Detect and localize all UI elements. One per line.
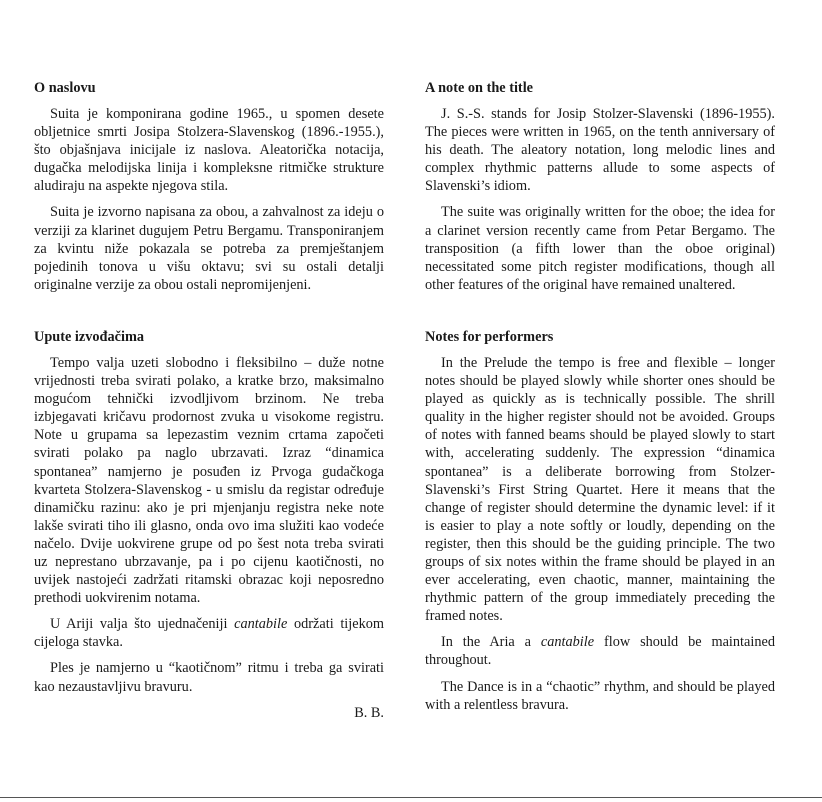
- section-heading: Notes for performers: [425, 328, 554, 345]
- croatian-column: [34, 79, 384, 730]
- paragraph: The Dance is in a “chaotic” rhythm, and should be played with a relentless bravura.: [425, 678, 775, 713]
- bottom-rule: [0, 797, 822, 798]
- paragraph: Suita je izvorno napisana za obou, a zahvalnost za ideju o verziji za klarinet dugujem Petru Bergamu. Transponiranjem za kvintu niže pokazala se potreba za premještanjem pojedinih tonova u višu oktavu; svi su ostali detalji originalne verzije za obou ostali nepromijenjeni.: [34, 204, 384, 293]
- paragraph: The suite was originally written for the oboe; the idea for a clarinet version recently came from Petar Bergamo. The transposition (a fifth lower than the oboe original) necessitated some pitch register modifications, though all other features of the original have remained unaltered.: [425, 204, 775, 293]
- section-heading: Upute izvođačima: [34, 328, 144, 345]
- italic-term: cantabile: [540, 634, 595, 651]
- section-heading: A note on the title: [425, 80, 534, 96]
- performer-notes-section-en: [425, 328, 775, 714]
- paragraph: [425, 633, 775, 669]
- section-heading: O naslovu: [34, 80, 96, 96]
- paragraph: J. S.-S. stands for Josip Stolzer-Slavenski (1896-1955). The pieces were written in 1965, on the tenth anniversary of his death. The aleatory notation, long melodic lines and complex rhythmic patterns allude to some aspects of Slavenski’s idiom.: [425, 106, 775, 195]
- italic-term: cantabile: [234, 616, 288, 633]
- text-run: U Ariji valja što ujednačeniji: [50, 616, 235, 633]
- text-run: In the Aria a: [441, 634, 541, 651]
- text-run: flow should be maintained throughout.: [425, 634, 775, 669]
- paragraph: In the Prelude the tempo is free and flexible – longer notes should be played slowly while shorter ones should be played as quickly as is technically possible. The shrill quality in the higher register should not be avoided. Groups of notes with fanned beams should be played slowly to start with, accelerating suddenly. The expression “dinamica spontanea” is a deliberate borrowing from Stolzer-Slavenski’s First String Quartet. Here it means that the change of register should determine the dynamic level: if it is easier to play a note softly or loudly, depending on the register, then this should be the guiding principle. The two groups of six notes within the frame should be played in an ever accelerating, even chaotic, manner, maintaining the rhythmic pattern of the group immediately preceding the framed notes.: [425, 354, 775, 625]
- paragraph: Tempo valja uzeti slobodno i fleksibilno – duže notne vrijednosti treba svirati polako, a kratke brzo, maksimalno mogućom tehnički izvodljivom brzinom. Ne treba izbjegavati kričavu prodornost zvuka u visokome registru. Note u grupama sa lepezastim veznim crtama započeti svirati polako pa naglo ubrzavati. Izraz “dinamica spontanea” namjerno je posuđen iz Prvoga gudačkoga kvarteta Stolzera-Slavenskog - u smislu da registar određuje dinamičku razinu: ako je pri mjenjanju registra neke note lakše svirati tiho ili glasno, onda ovo ima služiti kao vodeće načelo. Dvije uokvirene grupe od po šest nota treba svirati uz neprestano ubrzavanje, pa i po cijenu kaotičnosti, no uvijek nastojeći zadržati ritamski obrazac koji neposredno prethodi uokvirenim notama.: [34, 354, 384, 607]
- author-initials: B. B.: [354, 704, 384, 721]
- paragraph: Ples je namjerno u “kaotičnom” ritmu i treba ga svirati kao nezaustavljivu bravuru.: [34, 660, 384, 695]
- about-title-section-hr: [34, 79, 384, 294]
- about-title-section-en: [425, 79, 775, 294]
- performer-notes-section-hr: [34, 328, 384, 722]
- paragraph: [34, 615, 384, 651]
- text-run: održati tijekom cijeloga stavka.: [34, 616, 384, 651]
- english-column: [425, 79, 775, 722]
- paragraph: Suita je komponirana godine 1965., u spomen desete obljetnice smrti Josipa Stolzera-Slavenskog (1896.-1955.), što objašnjava inicijale iz naslova. Aleatorička notacija, dugačka melodijska linija i kompleksne ritmičke strukture aludiraju na aspekte njegova stila.: [34, 106, 384, 195]
